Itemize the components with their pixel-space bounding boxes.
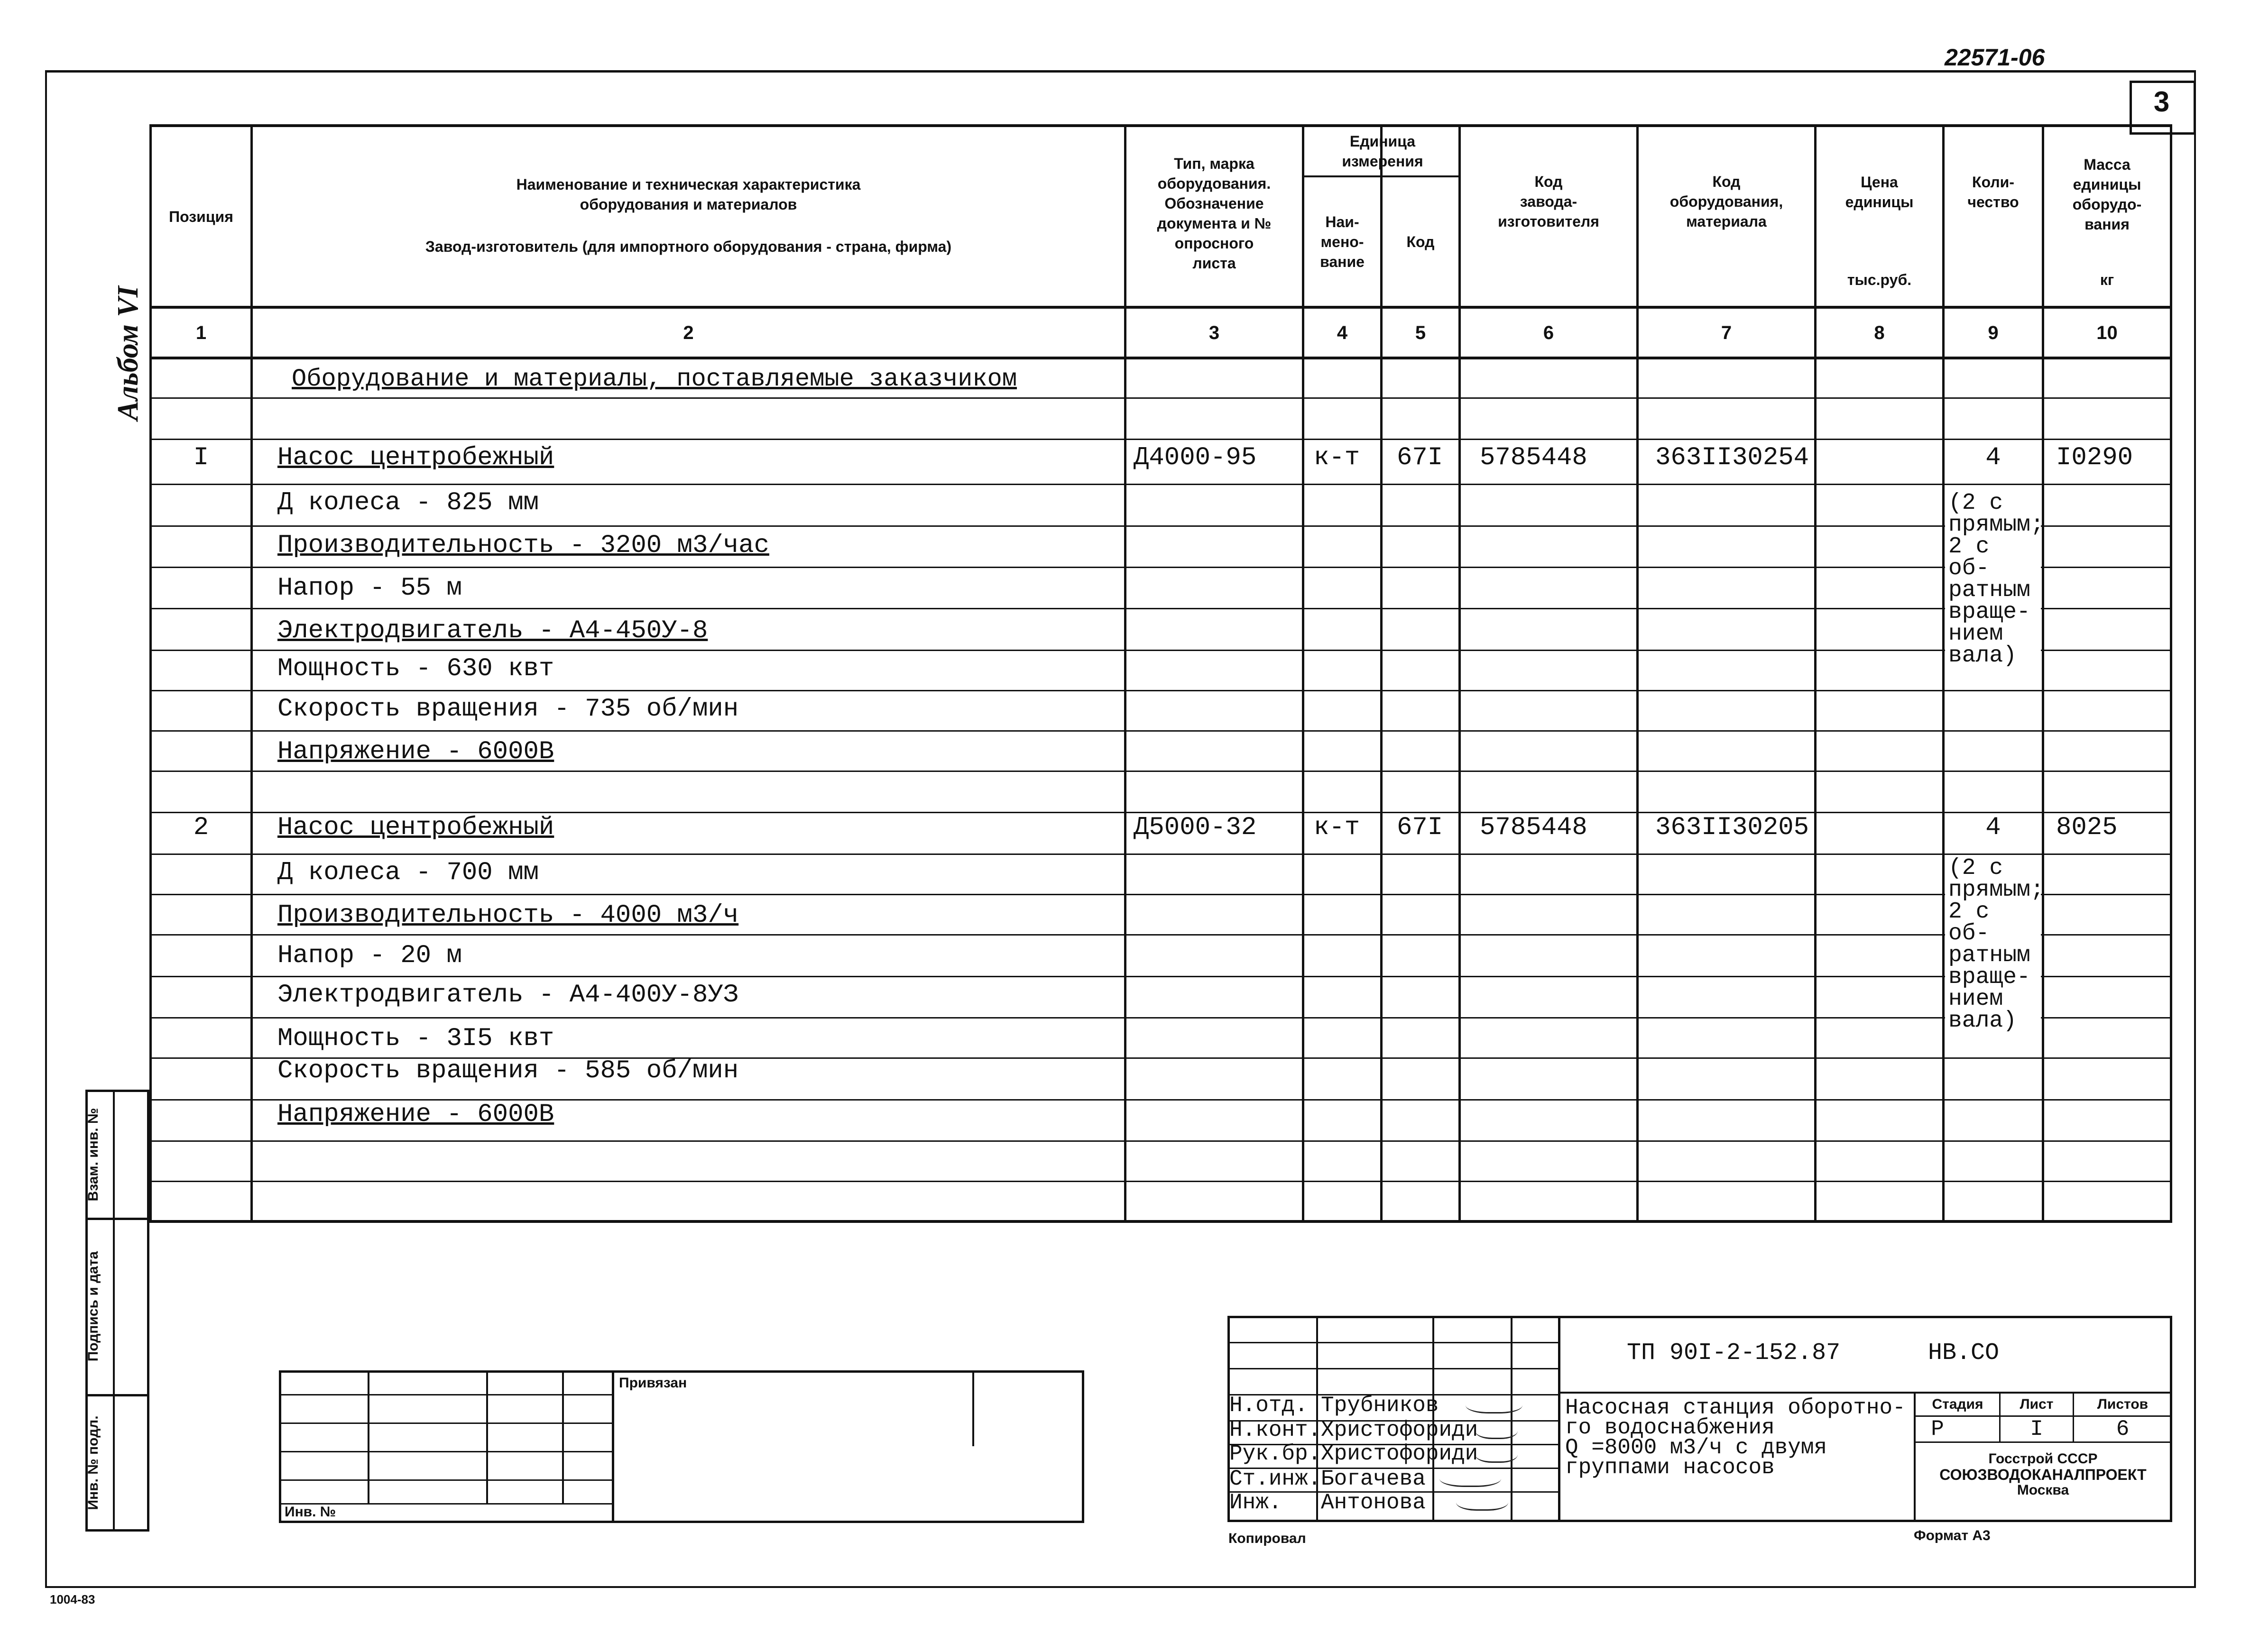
item-2-quantity: 4: [1985, 813, 2001, 842]
header-name: Наименование и техническая характеристика оборудования и материалов: [516, 176, 861, 213]
sheet-number: 3: [2153, 86, 2170, 118]
binding-block: [279, 1370, 1084, 1523]
binding-col: [562, 1370, 564, 1503]
org-line-3: Москва: [2017, 1482, 2069, 1498]
outer-frame-left: [45, 70, 47, 1588]
header-mass-unit: кг: [2100, 271, 2114, 288]
header-factory-code: Код завода- изготовителя: [1498, 173, 1599, 230]
stage-value: Р: [1931, 1417, 1944, 1441]
title-line: [1227, 1368, 1559, 1369]
item-2-spec-7: Напряжение - 6000В: [277, 1100, 554, 1129]
item-2-type: Д5000-32: [1134, 813, 1257, 842]
form-code: 1004-83: [50, 1592, 95, 1606]
item-1-factory-code: 5785448: [1480, 443, 1587, 472]
side-stamp-inner-line: [113, 1090, 115, 1532]
role-1: Н.отд.: [1229, 1393, 1308, 1418]
stage-label: Стадия: [1932, 1396, 1983, 1412]
row-line: [149, 771, 2172, 772]
item-2-unit-code: 67I: [1397, 813, 1443, 842]
colnum-6: 6: [1543, 322, 1554, 343]
title-mark: НВ.СО: [1928, 1340, 2000, 1367]
colnum-5: 5: [1415, 322, 1426, 343]
item-1-quantity-note: (2 с прямым; 2 с об- ратным враще- нием вала): [1948, 490, 2044, 669]
binding-privyazan: Привязан: [619, 1375, 687, 1391]
title-doc-code: ТП 90I-2-152.87: [1627, 1340, 1841, 1367]
name-4: Богачева: [1321, 1467, 1426, 1491]
title-line: [1914, 1441, 2172, 1443]
colnum-bottom-line: [149, 357, 2172, 359]
item-2-equipment-code: 363II30205: [1655, 813, 1809, 842]
role-3: Рук.бр.: [1229, 1441, 1321, 1466]
side-inv-podl: Инв. № подл.: [85, 1415, 101, 1510]
item-2-name: Насос центробежный: [277, 813, 554, 842]
item-1-spec-1: Д колеса - 825 мм: [277, 488, 539, 517]
row-line: [149, 567, 2172, 568]
header-mass: Масса единицы оборудо- вания: [2072, 156, 2142, 233]
item-2-quantity-note: (2 с прямым; 2 с об- ратным враще- нием вала): [1948, 855, 2044, 1034]
sheets-label: Листов: [2097, 1396, 2149, 1412]
item-1-mass: I0290: [2056, 443, 2133, 472]
row-line: [149, 1017, 2172, 1019]
row-line: [149, 439, 2172, 440]
colnum-4: 4: [1337, 322, 1348, 343]
header-type: Тип, марка оборудования. Обозначение документа и № опросного листа: [1157, 155, 1272, 272]
title-line: [1227, 1342, 1559, 1343]
row-line: [149, 397, 2172, 399]
header-unit-name: Наи- мено- вание: [1320, 213, 1365, 270]
item-2-mass: 8025: [2056, 813, 2118, 842]
header-position: Позиция: [169, 208, 233, 225]
side-podpis: Подпись и дата: [85, 1251, 101, 1362]
outer-frame-top: [45, 70, 2196, 73]
side-stamp-line: [85, 1394, 149, 1396]
item-1-unit: к-т: [1314, 443, 1360, 472]
signature-2: [1475, 1419, 1518, 1439]
header-bottom-line: [149, 306, 2172, 309]
colnum-7: 7: [1721, 322, 1732, 343]
header-factory: Завод-изготовитель (для импортного оборудования - страна, фирма): [425, 238, 952, 255]
item-2-spec-5: Мощность - 3I5 квт: [277, 1024, 554, 1053]
row-line: [149, 525, 2172, 527]
row-line: [149, 484, 2172, 485]
name-3: Христофориди: [1321, 1441, 1478, 1466]
title-text: Насосная станция оборотно- го водоснабжения Q =8000 м3/ч с двумя группами насосов: [1565, 1395, 1906, 1480]
item-1-spec-7: Напряжение - 6000В: [277, 737, 554, 766]
item-1-spec-3: Напор - 55 м: [277, 574, 462, 603]
row-line: [149, 1140, 2172, 1142]
row-line: [149, 854, 2172, 855]
doc-number: 22571-06: [1945, 44, 2045, 71]
row-line: [149, 730, 2172, 732]
row-line: [149, 976, 2172, 977]
item-1-spec-5: Мощность - 630 квт: [277, 654, 554, 683]
header-unit: Единица измерения: [1342, 133, 1423, 170]
item-1-type: Д4000-95: [1134, 443, 1257, 472]
title-col: [1558, 1316, 1560, 1522]
item-1-name: Насос центробежный: [277, 443, 554, 472]
item-2-spec-4: Электродвигатель - А4-400У-8УЗ: [277, 981, 739, 1010]
row-line: [149, 650, 2172, 651]
outer-frame-bottom: [45, 1586, 2196, 1588]
title-line: [1558, 1392, 2172, 1394]
binding-col: [368, 1370, 369, 1503]
role-4: Ст.инж.: [1229, 1467, 1321, 1491]
header-quantity: Коли- чество: [1967, 174, 2019, 211]
signature-1: [1466, 1393, 1522, 1413]
role-5: Инж.: [1229, 1490, 1282, 1515]
table-bottom-line: [149, 1220, 2172, 1223]
item-1-position: I: [193, 443, 209, 472]
binding-col: [612, 1370, 614, 1523]
side-vzam: Взам. инв. №: [85, 1108, 101, 1202]
item-2-position: 2: [193, 813, 209, 842]
colnum-10: 10: [2096, 322, 2118, 343]
header-price-unit: тыс.руб.: [1847, 271, 1912, 288]
row-line: [149, 608, 2172, 609]
colnum-3: 3: [1208, 322, 1220, 343]
row-line: [149, 1181, 2172, 1182]
binding-col: [486, 1370, 488, 1503]
name-1: Трубников: [1321, 1393, 1439, 1418]
name-2: Христофориди: [1321, 1418, 1478, 1442]
copied-label: Копировал: [1228, 1531, 1306, 1546]
sheet-label: Лист: [2020, 1396, 2054, 1412]
item-1-equipment-code: 363II30254: [1655, 443, 1809, 472]
signature-3: [1475, 1442, 1518, 1463]
colnum-1: 1: [195, 322, 207, 343]
colnum-2: 2: [683, 322, 694, 343]
binding-col: [972, 1370, 974, 1446]
item-1-spec-4: Электродвигатель - А4-450У-8: [277, 616, 708, 645]
role-2: Н.конт.: [1229, 1418, 1321, 1442]
item-2-spec-2: Производительность - 4000 м3/ч: [277, 901, 739, 930]
signature-5: [1456, 1490, 1508, 1511]
org-line-2: СОЮЗВОДОКАНАЛПРОЕКТ: [1939, 1466, 2147, 1483]
item-1-spec-6: Скорость вращения - 735 об/мин: [277, 695, 739, 724]
album-label: Альбом VI: [112, 286, 144, 421]
item-2-spec-1: Д колеса - 700 мм: [277, 858, 539, 887]
colnum-9: 9: [1988, 322, 1999, 343]
item-2-unit: к-т: [1314, 813, 1360, 842]
header-equipment-code: Код оборудования, материала: [1669, 173, 1783, 230]
header-price: Цена единицы: [1845, 174, 1914, 211]
table-top-line: [149, 124, 2172, 127]
title-col: [1511, 1316, 1512, 1522]
row-line: [149, 894, 2172, 895]
item-2-spec-3: Напор - 20 м: [277, 941, 462, 970]
title-col: [1914, 1392, 1916, 1522]
item-2-spec-6: Скорость вращения - 585 об/мин: [277, 1056, 739, 1085]
row-line: [149, 934, 2172, 936]
sheets-value: 6: [2116, 1417, 2130, 1441]
sheet-value: I: [2030, 1417, 2043, 1441]
item-1-quantity: 4: [1985, 443, 2001, 472]
signature-4: [1439, 1467, 1501, 1487]
name-5: Антонова: [1321, 1490, 1426, 1515]
binding-inv-no: Инв. №: [285, 1504, 336, 1520]
item-1-unit-code: 67I: [1397, 443, 1443, 472]
row-line: [149, 690, 2172, 691]
item-1-spec-2: Производительность - 3200 м3/час: [277, 531, 769, 560]
header-unit-code: Код: [1406, 233, 1435, 250]
section-title: Оборудование и материалы, поставляемые заказчиком: [292, 365, 1017, 393]
item-2-factory-code: 5785448: [1480, 813, 1587, 842]
org-line-1: Госстрой СССР: [1988, 1451, 2098, 1467]
colnum-8: 8: [1874, 322, 1885, 343]
outer-frame-right: [2194, 70, 2196, 1588]
format-label: Формат А3: [1914, 1528, 1991, 1543]
